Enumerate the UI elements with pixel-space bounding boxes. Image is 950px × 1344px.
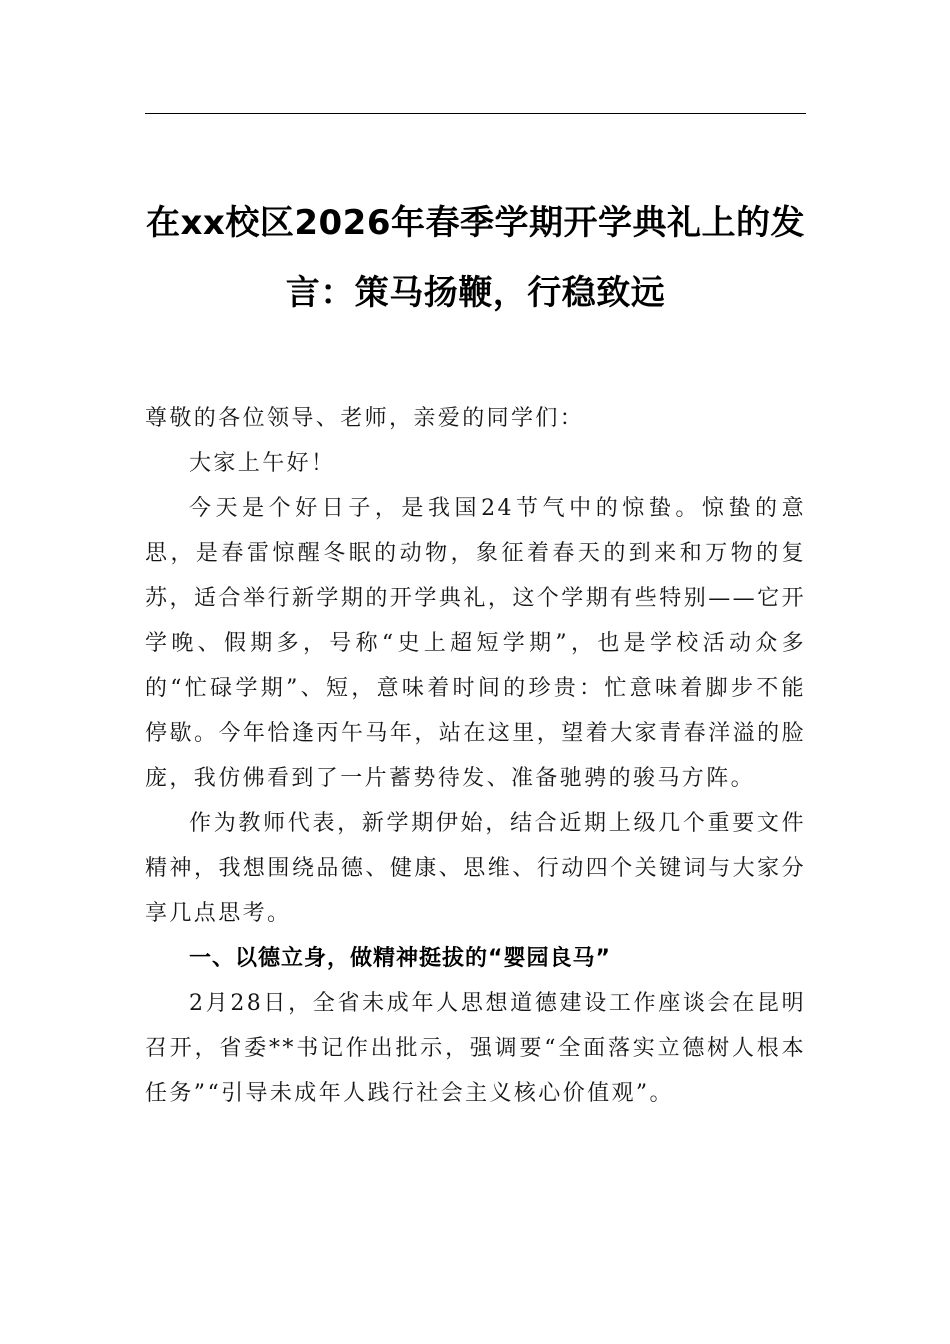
paragraph-intro: 今天是个好日子，是我国24节气中的惊蛰。惊蛰的意思，是春雷惊醒冬眠的动物，象征着春天的到来和万物的复苏，适合举行新学期的开学典礼，这个学期有些特别——它开学晚、假期多，号称“史上超短学期”，也是学校活动众多的“忙碌学期”、短，意味着时间的珍贵：忙意味着脚步不能停歇。今年恰逢丙午马年，站在这里，望着大家青春洋溢的脸庞，我仿佛看到了一片蓄势待发、准备驰骋的骏马方阵。	[145, 496, 806, 791]
document-body	[145, 396, 806, 1116]
paragraph-overview: 作为教师代表，新学期伊始，结合近期上级几个重要文件精神，我想围绕品德、健康、思维、行动四个关键词与大家分享几点思考。	[145, 811, 806, 926]
document-title: 在xx校区2026年春季学期开学典礼上的发言：策马扬鞭，行稳致远	[146, 203, 805, 313]
header-rule	[145, 113, 806, 114]
greeting: 大家上午好！	[189, 451, 336, 476]
salutation: 尊敬的各位领导、老师，亲爱的同学们：	[145, 406, 585, 431]
paragraph-section-one: 2月28日，全省未成年人思想道德建设工作座谈会在昆明召开，省委**书记作出批示，强调要“全面落实立德树人根本任务”“引导未成年人践行社会主义核心价值观”。	[145, 991, 806, 1106]
section-heading: 一、以德立身，做精神挺拔的“婴园良马”	[189, 946, 611, 971]
